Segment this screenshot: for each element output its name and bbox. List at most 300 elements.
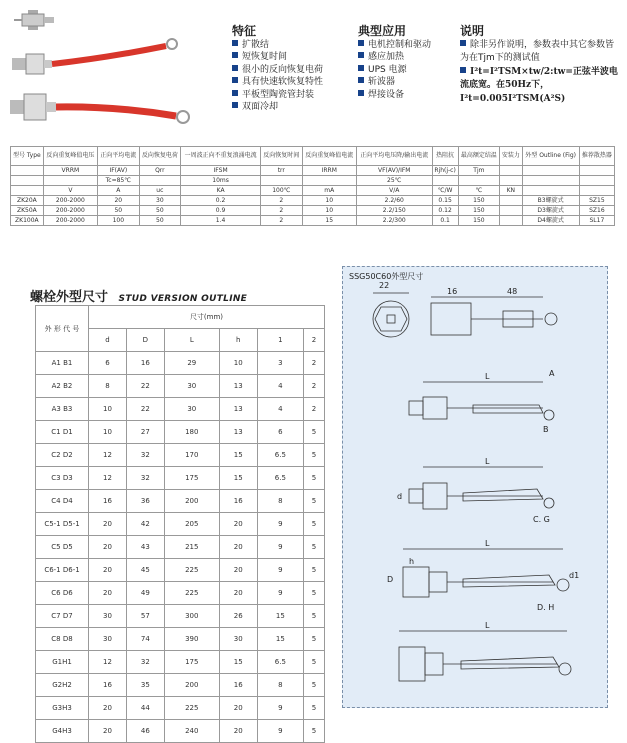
spec-cell: Qrr <box>139 166 181 176</box>
spec-cell: SL17 <box>579 216 614 226</box>
dim-value-cell: 6 <box>89 352 127 375</box>
dim-value-cell: 5 <box>304 697 325 720</box>
dim-value-cell: 8 <box>257 490 303 513</box>
spec-cell: 反向重复峰值电流 <box>302 147 356 166</box>
features-list <box>232 39 323 113</box>
dim-column-header: 2 <box>304 329 325 352</box>
dim-value-cell: 205 <box>164 513 219 536</box>
spec-cell: 2 <box>261 206 303 216</box>
dim-row <box>36 444 325 467</box>
dim-value-cell: 5 <box>304 444 325 467</box>
spec-cell: 0.9 <box>181 206 261 216</box>
spec-cell: 安装力 <box>500 147 522 166</box>
dim-value-cell: 30 <box>164 398 219 421</box>
dim-value-cell: 10 <box>219 352 257 375</box>
spec-row <box>11 216 615 226</box>
dim-value-cell: 15 <box>257 628 303 651</box>
dim-model-cell: G1H1 <box>36 651 89 674</box>
dim-value-cell: 170 <box>164 444 219 467</box>
dim-row <box>36 628 325 651</box>
spec-cell: 200-2000 <box>43 206 97 216</box>
dim-row <box>36 490 325 513</box>
dim-row <box>36 582 325 605</box>
spec-cell <box>500 176 522 186</box>
dim-value-cell: 9 <box>257 513 303 536</box>
spec-cell <box>500 166 522 176</box>
dim-value-cell: 30 <box>219 628 257 651</box>
label-d-lower: d <box>397 492 403 501</box>
spec-cell: Rjh(j-c) <box>432 166 458 176</box>
dim-value-cell: 5 <box>304 674 325 697</box>
spec-cell: 10 <box>302 206 356 216</box>
dim-value-cell: 46 <box>126 720 164 743</box>
bullet-icon <box>232 90 238 96</box>
spec-cell: 2 <box>261 196 303 206</box>
dim-row <box>36 559 325 582</box>
spec-cell <box>522 176 579 186</box>
spec-cell <box>458 176 500 186</box>
dim-model-cell: C5-1 D5-1 <box>36 513 89 536</box>
spec-cell: B3螺旋式 <box>522 196 579 206</box>
notes-section <box>460 22 620 107</box>
dim-value-cell: 26 <box>219 605 257 628</box>
spec-cell <box>11 186 44 196</box>
spec-cell <box>302 176 356 186</box>
label-48: 48 <box>507 287 518 296</box>
dim-value-cell: 5 <box>304 467 325 490</box>
dim-value-cell: 32 <box>126 444 164 467</box>
spec-cell: ZK100A <box>11 216 44 226</box>
dim-value-cell: 9 <box>257 697 303 720</box>
dim-row <box>36 398 325 421</box>
spec-cell: 反向恢复时间 <box>261 147 303 166</box>
spec-cell <box>432 176 458 186</box>
figure-c <box>409 467 554 509</box>
spec-cell <box>139 176 181 186</box>
dim-value-cell: 22 <box>126 398 164 421</box>
features-item-label: 短恢复时间 <box>242 52 288 63</box>
dim-value-cell: 16 <box>89 490 127 513</box>
dim-value-cell: 42 <box>126 513 164 536</box>
outline-drawing <box>342 266 608 708</box>
dim-value-cell: 2 <box>304 375 325 398</box>
spec-row <box>11 196 615 206</box>
dim-model-cell: G3H3 <box>36 697 89 720</box>
bullet-icon <box>232 102 238 108</box>
small-diode-image <box>14 10 54 30</box>
dim-value-cell: 9 <box>257 536 303 559</box>
stud-title-en: STUD VERSION OUTLINE <box>118 294 248 304</box>
applications-item <box>358 89 431 101</box>
dim-value-cell: 10 <box>89 398 127 421</box>
applications-item-label: 斩波器 <box>368 77 396 88</box>
dim-value-cell: 5 <box>304 628 325 651</box>
spec-cell: ZK20A <box>11 196 44 206</box>
dim-value-cell: 35 <box>126 674 164 697</box>
dim-model-cell: A3 B3 <box>36 398 89 421</box>
dim-row <box>36 467 325 490</box>
applications-item-label: 焊接设备 <box>368 89 405 100</box>
spec-cell: 0.15 <box>432 196 458 206</box>
dim-value-cell: 20 <box>89 582 127 605</box>
dim-value-cell: 32 <box>126 651 164 674</box>
medium-diode-image <box>12 39 177 74</box>
dim-value-cell: 8 <box>89 375 127 398</box>
dim-value-cell: 20 <box>89 697 127 720</box>
dim-value-cell: 30 <box>89 605 127 628</box>
dim-value-cell: 45 <box>126 559 164 582</box>
spec-cell: uc <box>139 186 181 196</box>
dim-value-cell: 13 <box>219 375 257 398</box>
dim-column-header: D <box>126 329 164 352</box>
dim-value-cell: 5 <box>304 582 325 605</box>
dim-model-cell: C6-1 D6-1 <box>36 559 89 582</box>
spec-cell: 热阻抗 <box>432 147 458 166</box>
spec-cell: 15 <box>302 216 356 226</box>
dim-row <box>36 651 325 674</box>
features-item <box>232 89 323 101</box>
spec-cell <box>522 186 579 196</box>
dim-value-cell: 6.5 <box>257 444 303 467</box>
stud-title-cn: 螺栓外型尺寸 <box>30 290 109 305</box>
spec-cell: 反向恢复电荷 <box>139 147 181 166</box>
spec-cell: V/A <box>356 186 432 196</box>
dim-column-header: 1 <box>257 329 303 352</box>
notes-title: 说明 <box>460 24 485 38</box>
label-16: 16 <box>447 287 458 296</box>
dim-value-cell: 16 <box>126 352 164 375</box>
spec-cell: 20 <box>98 196 140 206</box>
spec-cell: 外型 Outline (Fig) <box>522 147 579 166</box>
spec-cell: 100℃ <box>261 186 303 196</box>
dim-value-cell: 5 <box>304 720 325 743</box>
spec-cell <box>500 206 522 216</box>
spec-cell: 最高额定结温 <box>458 147 500 166</box>
features-item-label: 具有快速软恢复特性 <box>242 77 324 88</box>
spec-cell: 100 <box>98 216 140 226</box>
spec-cell: 2.2/60 <box>356 196 432 206</box>
dim-value-cell: 20 <box>89 536 127 559</box>
drawing-title: SSG50C60外型尺寸 <box>349 272 424 281</box>
spec-cell <box>579 176 614 186</box>
dim-value-cell: 74 <box>126 628 164 651</box>
spec-cell: 2 <box>261 216 303 226</box>
dim-value-cell: 5 <box>304 605 325 628</box>
spec-cell <box>522 166 579 176</box>
dim-model-cell: C5 D5 <box>36 536 89 559</box>
bullet-icon <box>358 90 364 96</box>
applications-item-label: 感应加热 <box>368 52 405 63</box>
features-item <box>232 64 323 76</box>
spec-cell: 反向重复峰值电压 <box>43 147 97 166</box>
dim-value-cell: 390 <box>164 628 219 651</box>
dim-value-cell: 20 <box>89 559 127 582</box>
dim-value-cell: 5 <box>304 421 325 444</box>
dim-row <box>36 605 325 628</box>
dim-value-cell: 10 <box>89 421 127 444</box>
label-d1: d1 <box>569 571 580 580</box>
dim-value-cell: 300 <box>164 605 219 628</box>
features-section <box>232 22 323 113</box>
dim-value-cell: 6 <box>257 421 303 444</box>
spec-cell <box>11 166 44 176</box>
dim-model-cell: C2 D2 <box>36 444 89 467</box>
bullet-icon <box>232 77 238 83</box>
dim-header-row <box>36 306 325 329</box>
label-l-h: L <box>485 621 490 630</box>
dim-row <box>36 513 325 536</box>
applications-item <box>358 51 431 63</box>
stud-outline-title <box>30 286 247 305</box>
dim-column-header: L <box>164 329 219 352</box>
notes-line2a: I²t=I²TSM×tw/2:tw=正弦半波电流底宽。在50Hz下， <box>460 67 618 90</box>
spec-cell: Tc=85℃ <box>98 176 140 186</box>
applications-item <box>358 64 431 76</box>
spec-cell: IF(AV) <box>98 166 140 176</box>
dim-row <box>36 720 325 743</box>
dim-model-cell: G2H2 <box>36 674 89 697</box>
spec-cell: 正向平均电流 <box>98 147 140 166</box>
features-title: 特征 <box>232 24 257 38</box>
dim-row <box>36 536 325 559</box>
label-d-upper: D <box>387 575 394 584</box>
spec-cell: 50 <box>139 206 181 216</box>
dim-value-cell: 29 <box>164 352 219 375</box>
notes-body <box>460 39 620 106</box>
dim-value-cell: 15 <box>219 467 257 490</box>
spec-cell: 150 <box>458 206 500 216</box>
figure-h <box>399 631 571 681</box>
dim-value-cell: 225 <box>164 559 219 582</box>
spec-cell: 一周波正向不重复浪涌电流 <box>181 147 261 166</box>
spec-cell: 2.2/150 <box>356 206 432 216</box>
spec-cell: 150 <box>458 196 500 206</box>
notes-line1: 除非另作说明，参数表中其它参数皆为在Tjm下的测试值 <box>460 40 615 63</box>
dim-value-cell: 15 <box>219 444 257 467</box>
spec-cell: ℃ <box>458 186 500 196</box>
spec-cell: ℃/W <box>432 186 458 196</box>
dim-value-cell: 49 <box>126 582 164 605</box>
dim-value-cell: 225 <box>164 697 219 720</box>
spec-cell: V <box>43 186 97 196</box>
dim-value-cell: 20 <box>219 513 257 536</box>
dim-row <box>36 375 325 398</box>
dim-row <box>36 421 325 444</box>
dim-unit-header: 尺寸(mm) <box>89 306 325 329</box>
spec-cell: 25℃ <box>356 176 432 186</box>
label-h: h <box>409 557 415 566</box>
dim-value-cell: 20 <box>219 582 257 605</box>
dim-value-cell: 9 <box>257 582 303 605</box>
spec-cell: 150 <box>458 216 500 226</box>
product-photos <box>6 6 214 130</box>
figure-d <box>403 549 569 597</box>
dim-row <box>36 352 325 375</box>
dim-value-cell: 36 <box>126 490 164 513</box>
dim-value-cell: 6.5 <box>257 467 303 490</box>
dim-value-cell: 2 <box>304 352 325 375</box>
bullet-icon <box>232 65 238 71</box>
spec-cell: 0.2 <box>181 196 261 206</box>
dim-value-cell: 2 <box>304 398 325 421</box>
dim-value-cell: 15 <box>219 651 257 674</box>
spec-cell: VF(AV)/IFM <box>356 166 432 176</box>
spec-row <box>11 186 615 196</box>
bullet-icon <box>232 52 238 58</box>
spec-cell: ZK50A <box>11 206 44 216</box>
dimension-table <box>35 305 325 743</box>
label-cg: C. G <box>533 515 550 524</box>
dim-value-cell: 20 <box>219 697 257 720</box>
features-item <box>232 39 323 51</box>
applications-title: 典型应用 <box>358 24 407 38</box>
spec-cell: VRRM <box>43 166 97 176</box>
spec-cell: D4螺旋式 <box>522 216 579 226</box>
label-22: 22 <box>379 281 390 290</box>
applications-item-label: UPS 电源 <box>368 64 407 75</box>
large-diode-image <box>10 94 189 123</box>
applications-item <box>358 76 431 88</box>
bullet-icon <box>358 40 364 46</box>
dim-value-cell: 200 <box>164 490 219 513</box>
spec-cell: 0.12 <box>432 206 458 216</box>
drawing-svg <box>343 267 607 707</box>
dim-model-cell: C7 D7 <box>36 605 89 628</box>
spec-cell: 1.4 <box>181 216 261 226</box>
dim-value-cell: 13 <box>219 398 257 421</box>
spec-cell: 正向平均电压降/输出电流 <box>356 147 432 166</box>
dim-value-cell: 5 <box>304 651 325 674</box>
bullet-icon <box>358 77 364 83</box>
spec-cell: 2.2/300 <box>356 216 432 226</box>
dim-value-cell: 4 <box>257 375 303 398</box>
dim-value-cell: 215 <box>164 536 219 559</box>
spec-cell: IFSM <box>181 166 261 176</box>
dim-model-cell: C1 D1 <box>36 421 89 444</box>
dim-value-cell: 240 <box>164 720 219 743</box>
spec-cell: 50 <box>139 216 181 226</box>
dim-value-cell: 175 <box>164 467 219 490</box>
dim-value-cell: 16 <box>219 490 257 513</box>
dim-value-cell: 225 <box>164 582 219 605</box>
dim-value-cell: 5 <box>304 513 325 536</box>
spec-cell: SZ16 <box>579 206 614 216</box>
spec-cell <box>11 176 44 186</box>
dim-model-cell: G4H3 <box>36 720 89 743</box>
dim-value-cell: 44 <box>126 697 164 720</box>
dim-value-cell: 20 <box>89 720 127 743</box>
dim-value-cell: 20 <box>219 720 257 743</box>
top-view <box>373 293 557 337</box>
dim-value-cell: 30 <box>89 628 127 651</box>
dim-value-cell: 32 <box>126 467 164 490</box>
spec-cell: 0.1 <box>432 216 458 226</box>
bullet-icon <box>232 40 238 46</box>
features-item-label: 双面冷却 <box>242 102 279 113</box>
dim-model-header: 外 形 代 号 <box>36 306 89 352</box>
features-item <box>232 101 323 113</box>
dim-value-cell: 16 <box>89 674 127 697</box>
dim-value-cell: 27 <box>126 421 164 444</box>
spec-row <box>11 147 615 166</box>
dim-column-header: d <box>89 329 127 352</box>
dim-value-cell: 13 <box>219 421 257 444</box>
features-item-label: 很小的反向恢复电荷 <box>242 64 324 75</box>
spec-cell: 推荐散热器 <box>579 147 614 166</box>
dim-value-cell: 57 <box>126 605 164 628</box>
dim-value-cell: 20 <box>219 536 257 559</box>
spec-cell: 200-2000 <box>43 216 97 226</box>
spec-cell: trr <box>261 166 303 176</box>
dim-value-cell: 200 <box>164 674 219 697</box>
spec-row <box>11 166 615 176</box>
spec-cell: mA <box>302 186 356 196</box>
dim-value-cell: 5 <box>304 536 325 559</box>
spec-row <box>11 176 615 186</box>
label-l-c: L <box>485 457 490 466</box>
dim-value-cell: 12 <box>89 467 127 490</box>
dim-value-cell: 20 <box>219 559 257 582</box>
spec-cell: 型号 Type <box>11 147 44 166</box>
spec-cell <box>500 196 522 206</box>
label-a: A <box>549 369 555 378</box>
dim-model-cell: C6 D6 <box>36 582 89 605</box>
spec-table <box>10 146 615 226</box>
applications-item <box>358 39 431 51</box>
applications-list <box>358 39 431 101</box>
dim-value-cell: 8 <box>257 674 303 697</box>
dim-value-cell: 16 <box>219 674 257 697</box>
dim-column-header: h <box>219 329 257 352</box>
dim-value-cell: 5 <box>304 559 325 582</box>
dim-value-cell: 12 <box>89 444 127 467</box>
applications-item-label: 电机控制和驱动 <box>368 40 432 50</box>
spec-cell <box>43 176 97 186</box>
label-l-d: L <box>485 539 490 548</box>
spec-cell <box>579 166 614 176</box>
label-l-a: L <box>485 372 490 381</box>
spec-cell: 30 <box>139 196 181 206</box>
label-b: B <box>543 425 549 434</box>
dim-value-cell: 9 <box>257 559 303 582</box>
applications-section <box>358 22 431 101</box>
spec-cell: KA <box>181 186 261 196</box>
notes-line2b: I²t=0.005I²TSM(A²S) <box>460 94 566 104</box>
features-item <box>232 76 323 88</box>
dim-value-cell: 3 <box>257 352 303 375</box>
spec-row <box>11 206 615 216</box>
dim-row <box>36 697 325 720</box>
dim-value-cell: 20 <box>89 513 127 536</box>
spec-cell <box>261 176 303 186</box>
dim-value-cell: 22 <box>126 375 164 398</box>
label-dh: D. H <box>537 603 555 612</box>
spec-cell: D3螺旋式 <box>522 206 579 216</box>
spec-cell: 50 <box>98 206 140 216</box>
spec-cell: 200-2000 <box>43 196 97 206</box>
features-item-label: 扩散结 <box>242 40 270 50</box>
features-item-label: 平板型陶瓷管封装 <box>242 89 315 100</box>
figure-a <box>409 382 554 420</box>
dim-model-cell: C3 D3 <box>36 467 89 490</box>
spec-cell: 10ms <box>181 176 261 186</box>
spec-cell <box>579 186 614 196</box>
dim-value-cell: 9 <box>257 720 303 743</box>
dim-value-cell: 30 <box>164 375 219 398</box>
spec-cell: Tjm <box>458 166 500 176</box>
bullet-icon <box>460 67 466 73</box>
dim-value-cell: 180 <box>164 421 219 444</box>
